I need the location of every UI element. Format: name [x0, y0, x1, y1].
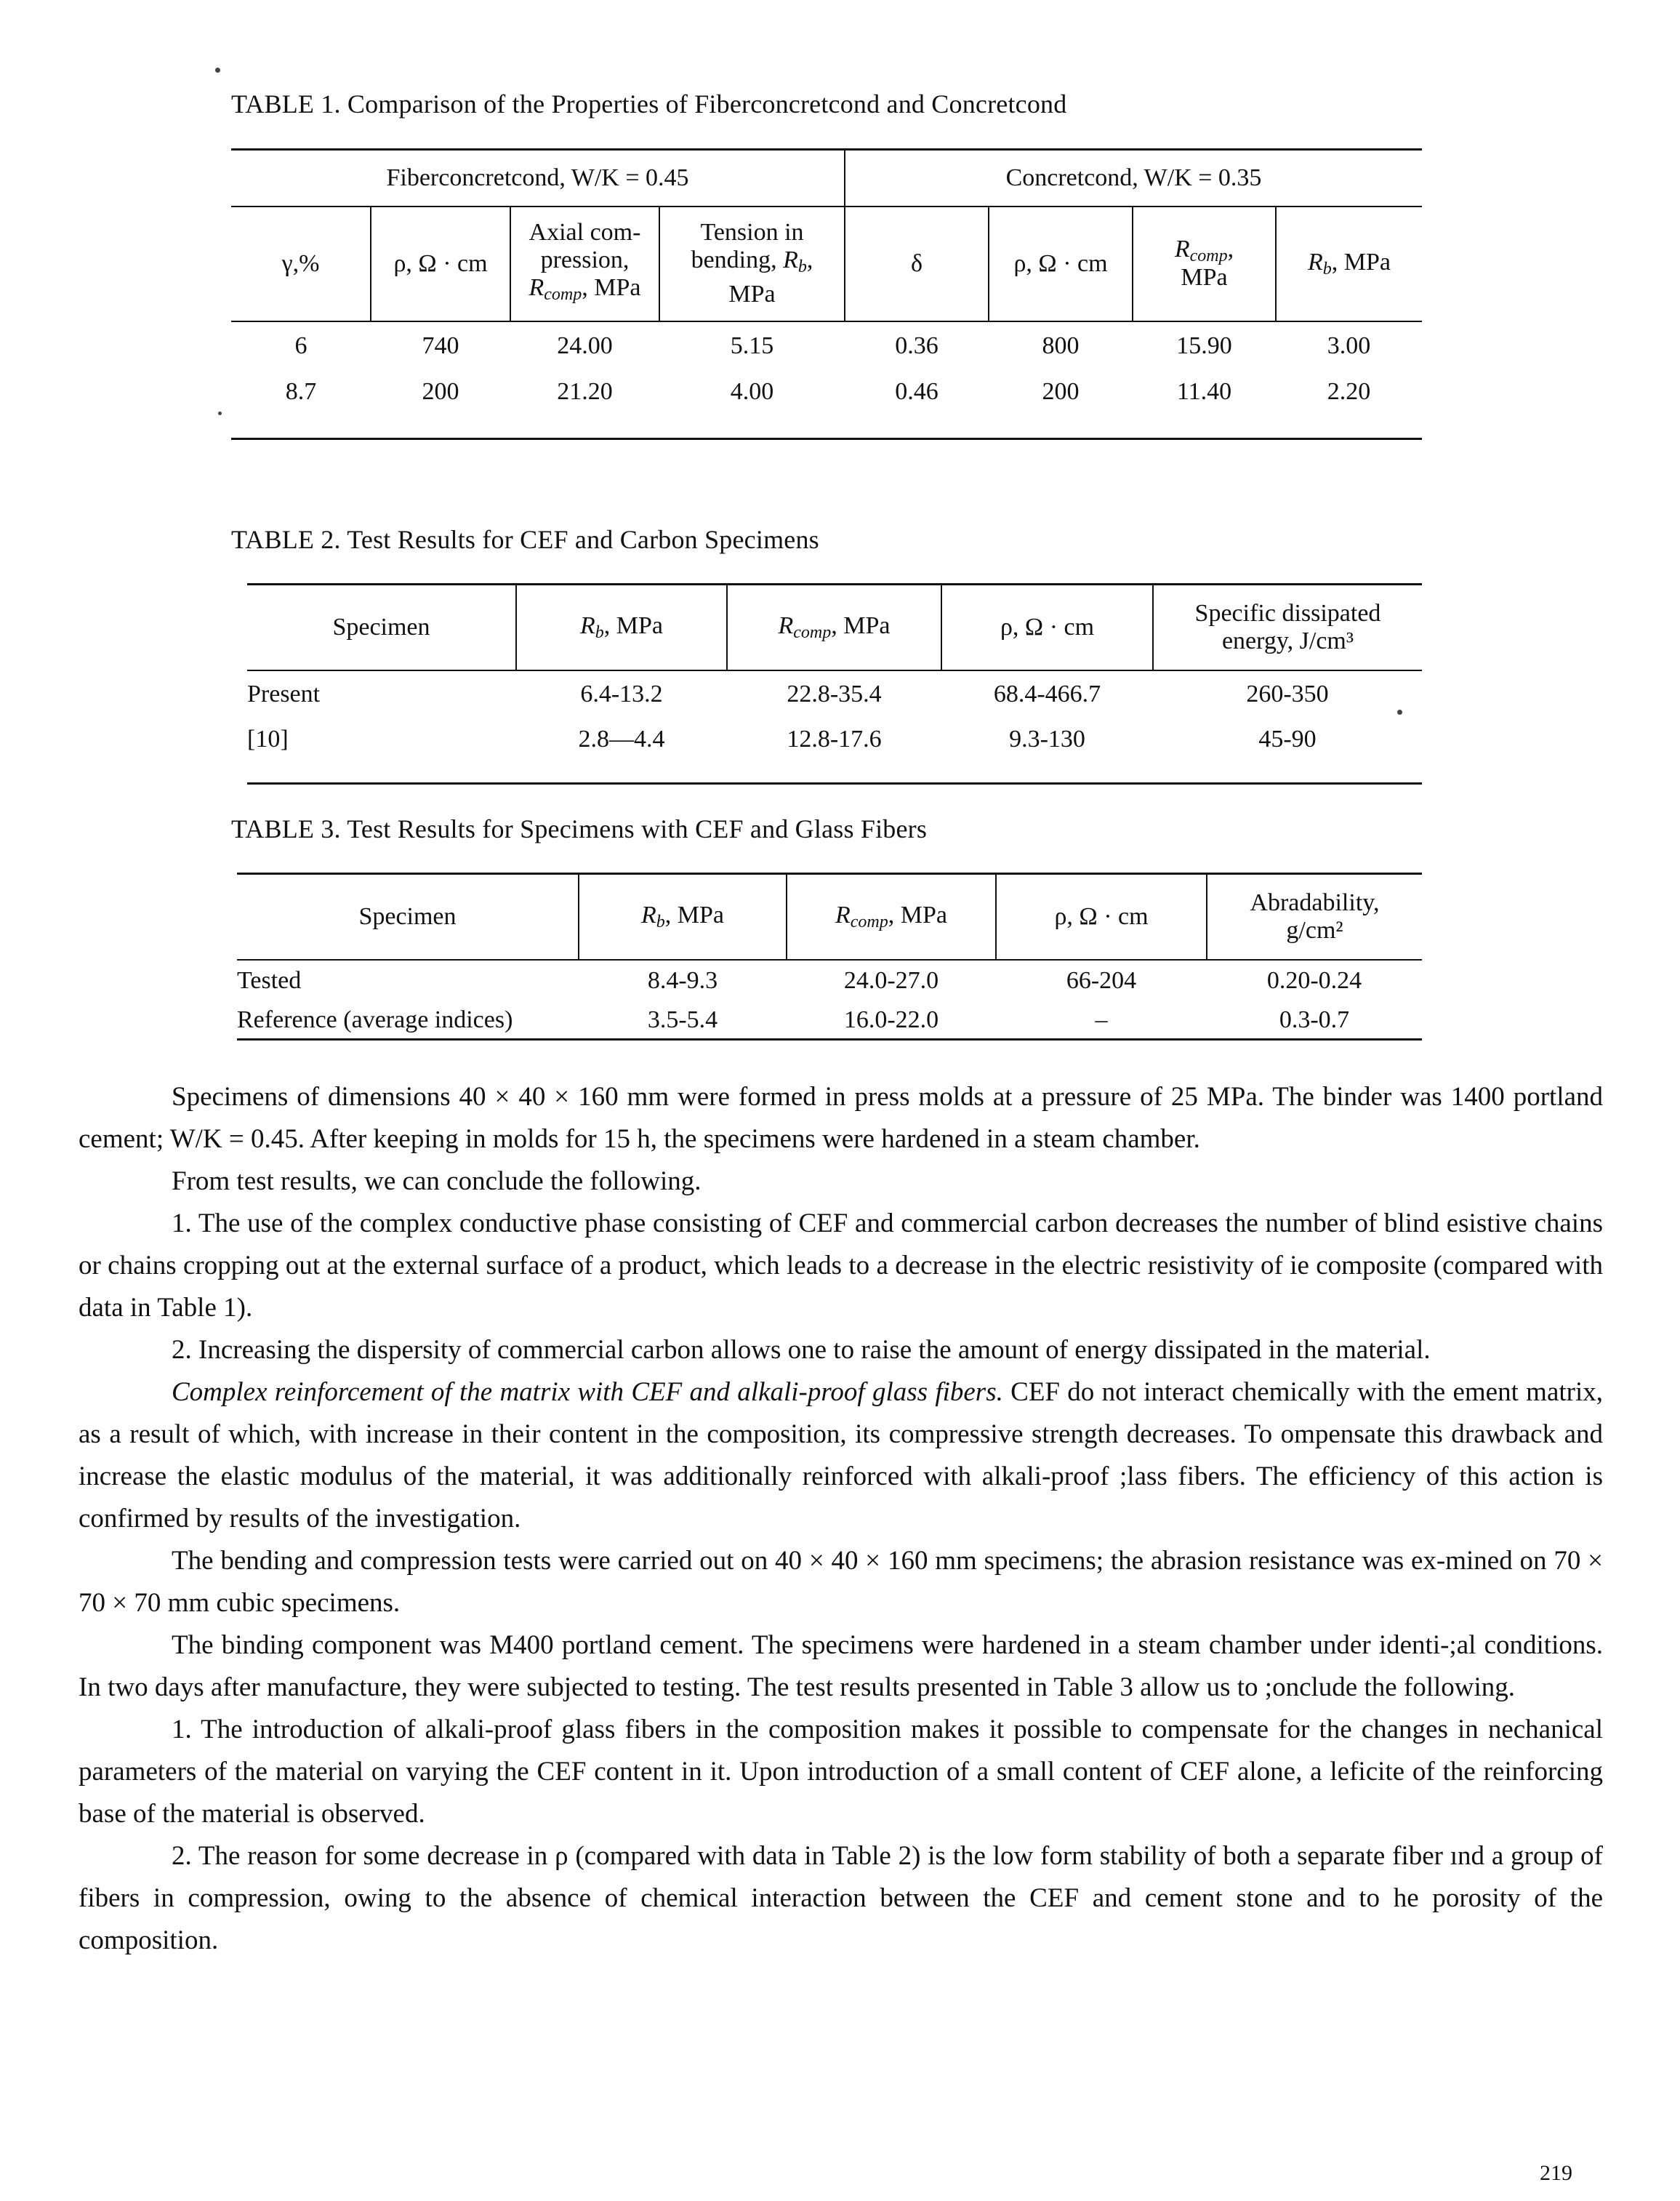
table3-caption: TABLE 3. Test Results for Specimens with CEF and Glass Fibers [231, 814, 928, 843]
paragraph-text: CEF do not interact chemically with the ement matrix, as a result of which, with increase in their content in the composition, its compressive strength decreases. To ompensate this drawback and increase the elastic modulus of the material, it was additionally reinforced with alkali-proof ;lass fibers. The efficiency of this action is confirmed by results of the investigation. [79, 1377, 1603, 1534]
table2-header-rb [516, 585, 727, 670]
table-cell: 16.0-22.0 [787, 1002, 996, 1040]
table-cell: 21.20 [557, 377, 613, 405]
table-cell: 0.3-0.7 [1207, 1002, 1422, 1040]
scan-speck [218, 412, 222, 415]
symbol: R [528, 274, 544, 301]
header-line: Abradability, [1250, 889, 1380, 916]
subscript: b [595, 622, 604, 642]
header-line: Axial com- [528, 219, 641, 246]
symbol: R [783, 246, 798, 273]
table-cell: 260-350 [1153, 670, 1422, 718]
header-line [660, 246, 844, 281]
table-cell: 24.00 [510, 321, 659, 371]
table-cell: Present [247, 670, 516, 718]
table2-header-energy [1153, 585, 1422, 670]
unit: , MPa [664, 901, 724, 929]
table-cell: 3.00 [1276, 321, 1422, 371]
table3-header-rb [579, 874, 787, 960]
table-row [247, 718, 1422, 761]
subscript: b [656, 912, 665, 931]
table-cell: 15.90 [1133, 321, 1276, 371]
table1-header-delta: δ [845, 207, 989, 321]
header-line [511, 274, 659, 308]
table-row [247, 670, 1422, 718]
table-cell: 2.20 [1327, 377, 1371, 405]
table-cell: 5.15 [659, 321, 845, 371]
table1-header-rcomp [1133, 207, 1276, 321]
paragraph: The binding component was M400 portland cement. The specimens were hardened in a steam chamber under identi-;al conditions. In two days after manufacture, they were subjected to testing. The test results presented in Table 3 allow us to ;onclude the following. [79, 1630, 1603, 1702]
subscript: comp [544, 285, 582, 304]
table-cell: 8.4-9.3 [579, 960, 787, 1002]
subscript: comp [850, 912, 888, 931]
table-row [237, 960, 1422, 1002]
table1-bottom-rule [231, 413, 1422, 439]
unit: , MPa [888, 901, 947, 929]
text: bending, [691, 246, 784, 273]
scan-speck [215, 68, 220, 73]
text: , [1227, 236, 1234, 262]
unit: , MPa [831, 612, 891, 639]
header-line: MPa [728, 281, 776, 308]
paragraph: The bending and compression tests were carried out on 40 × 40 × 160 mm specimens; the abrasion resistance was ex-mined on 70 × 70 × 70 mm cubic specimens. [79, 1546, 1603, 1618]
header-line [1133, 238, 1275, 267]
table1-header-gamma: γ,% [231, 207, 371, 321]
table1-header-axial [510, 207, 659, 321]
paragraph: From test results, we can conclude the following. [172, 1166, 702, 1196]
paragraph [79, 1371, 1603, 1540]
table2-header-rcomp [727, 585, 941, 670]
table-cell: 3.5-5.4 [579, 1002, 787, 1040]
subscript: comp [1189, 246, 1228, 265]
unit: , MPa [603, 612, 663, 639]
table-cell: 740 [371, 321, 510, 371]
table3-header-abradability [1207, 874, 1422, 960]
table-cell: 0.20-0.24 [1207, 960, 1422, 1002]
table-cell: 0.36 [845, 321, 989, 371]
header-line: energy, J/cm³ [1221, 627, 1354, 654]
table-cell: 9.3-130 [1009, 725, 1085, 753]
table3-header-rcomp [787, 874, 996, 960]
table-row [231, 371, 1422, 413]
table1-group-fiber: Fiberconcretcond, W/K = 0.45 [231, 150, 845, 207]
header-line: Specific dissipated [1194, 599, 1381, 627]
table-cell: 8.7 [285, 377, 317, 405]
paragraph: 2. Increasing the dispersity of commercial carbon allows one to raise the amount of energy dissipated in the material. [172, 1335, 1431, 1365]
unit: , MPa [1331, 248, 1391, 276]
table3-header-rho: ρ, Ω · cm [996, 874, 1207, 960]
table-cell: 800 [989, 321, 1133, 371]
table-cell: Reference (average indices) [237, 1002, 579, 1040]
table1 [231, 148, 1422, 440]
body-text [79, 1076, 1603, 1962]
table1-header-rb [1276, 207, 1422, 321]
table2-header-specimen: Specimen [247, 585, 516, 670]
table1-caption: TABLE 1. Comparison of the Properties of Fiberconcretcond and Concretcond [231, 89, 1067, 119]
paragraph: 1. The use of the complex conductive phase consisting of CEF and commercial carbon decreases the number of blind esistive chains or chains cropping out at the external surface of a product, which leads to a decrease in the electric resistivity of ie composite (compared with data in Table 1). [79, 1208, 1603, 1323]
table-row [237, 1002, 1422, 1040]
table1-header-tension [659, 207, 845, 321]
table-cell: – [996, 1002, 1207, 1040]
table-cell: 6.4-13.2 [516, 670, 727, 718]
table-cell: 12.8-17.6 [787, 725, 882, 753]
table1-group-concrete: Concretcond, W/K = 0.35 [845, 150, 1422, 207]
table3-header-specimen: Specimen [237, 874, 579, 960]
symbol: R [835, 901, 851, 929]
subscript: b [797, 257, 807, 276]
table-cell: 66-204 [996, 960, 1207, 1002]
section-heading: Complex reinforcement of the matrix with CEF and alkali-proof glass fibers. [172, 1377, 1003, 1407]
table-cell: [10] [247, 725, 289, 753]
symbol: R [1307, 248, 1323, 276]
header-line: MPa [1181, 264, 1228, 291]
table-cell: 11.40 [1176, 377, 1232, 405]
table-cell: 68.4-466.7 [941, 670, 1153, 718]
table-cell: 4.00 [730, 377, 774, 405]
table-cell: 45-90 [1258, 725, 1317, 753]
table-row [231, 321, 1422, 371]
unit: , MPa [582, 274, 641, 301]
table2 [247, 583, 1422, 785]
header-line: pression, [540, 246, 630, 273]
header-line: g/cm² [1286, 916, 1343, 944]
subscript: b [1322, 259, 1332, 278]
text: , [806, 246, 813, 273]
header-line: Tension in [700, 219, 804, 246]
paragraph: Specimens of dimensions 40 × 40 × 160 mm were formed in press molds at a pressure of 25 MPa. The binder was 1400 portland cement; W/K = 0.45. After keeping in molds for 15 h, the specimens were hardened in a steam chamber. [79, 1082, 1603, 1154]
table1-header-rho: ρ, Ω · cm [371, 207, 510, 321]
subscript: comp [793, 622, 832, 642]
symbol: R [640, 901, 656, 929]
table-cell: 200 [422, 377, 459, 405]
table-cell: 22.8-35.4 [727, 670, 941, 718]
table-cell: 24.0-27.0 [787, 960, 996, 1002]
table-cell: 2.8—4.4 [578, 725, 665, 753]
symbol: R [1174, 236, 1190, 262]
paragraph: 1. The introduction of alkali-proof glass fibers in the composition makes it possible to compensate for the changes in nechanical parameters of the material on varying the CEF content in it. Upon introduction of a small content of CEF alone, a leficite of the reinforcing base of the material is observed. [79, 1715, 1603, 1829]
table-cell: Tested [237, 960, 579, 1002]
paragraph: 2. The reason for some decrease in ρ (compared with data in Table 2) is the low form stability of both a separate fiber ınd a group of fibers in compression, owing to the absence of chemical interaction between the CEF and cement stone and to he porosity of the composition. [79, 1841, 1603, 1955]
table2-bottom-rule [247, 761, 1422, 784]
symbol: R [579, 612, 595, 639]
table-cell: 6 [231, 321, 371, 371]
table3 [237, 873, 1422, 1041]
symbol: R [778, 612, 794, 639]
table-cell: 200 [1042, 377, 1080, 405]
table1-header-rho2: ρ, Ω · cm [989, 207, 1133, 321]
table2-caption: TABLE 2. Test Results for CEF and Carbon Specimens [231, 525, 819, 554]
table2-header-rho: ρ, Ω · cm [941, 585, 1153, 670]
page-number: 219 [1540, 2161, 1572, 2185]
table-cell: 0.46 [895, 377, 939, 405]
